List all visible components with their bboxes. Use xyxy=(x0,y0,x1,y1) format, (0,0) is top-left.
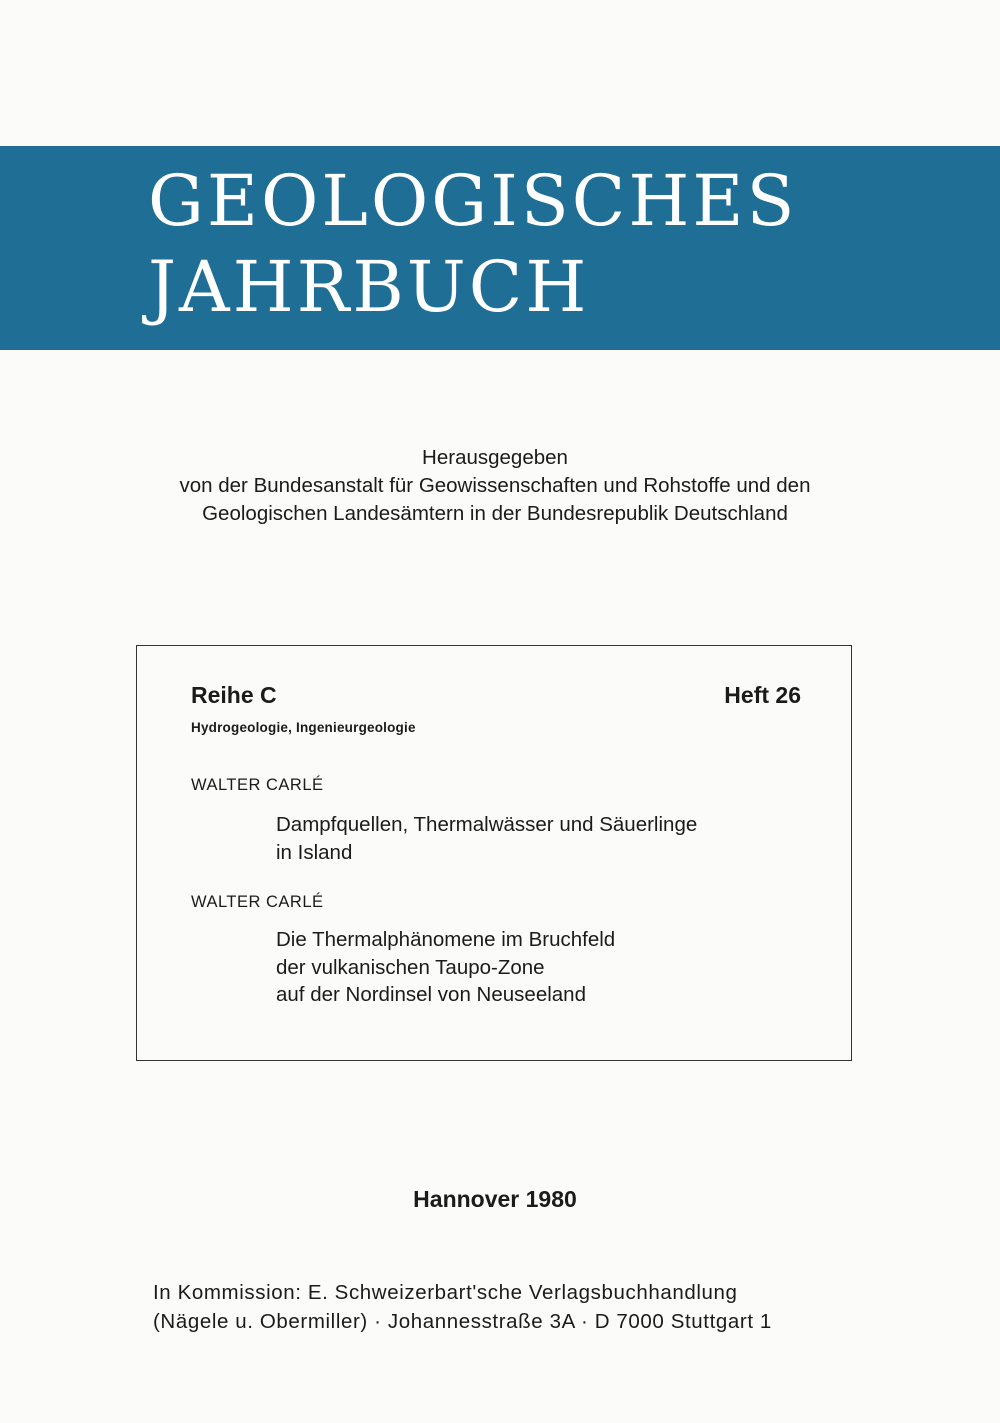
journal-title-line-2: JAHRBUCH xyxy=(148,246,590,328)
article-2-title xyxy=(276,926,615,1009)
article-2-title-line-2: der vulkanischen Taupo-Zone xyxy=(276,955,545,979)
commission-line-2: (Nägele u. Obermiller) · Johannesstraße 3A · D 7000 Stuttgart 1 xyxy=(153,1310,772,1333)
publisher-line-2: von der Bundesanstalt für Geowissenschaften und Rohstoffe und den xyxy=(179,474,811,497)
article-2-author: WALTER CARLÉ xyxy=(191,893,324,911)
commission-line-1: In Kommission: E. Schweizerbart'sche Verlagsbuchhandlung xyxy=(153,1281,738,1304)
place-and-year: Hannover 1980 xyxy=(413,1186,577,1212)
journal-title-line-1: GEOLOGISCHES xyxy=(148,160,798,242)
article-1-title-line-2: in Island xyxy=(276,840,353,864)
article-2-title-line-3: auf der Nordinsel von Neuseeland xyxy=(276,983,586,1006)
series-contents-box xyxy=(136,645,852,1061)
journal-title xyxy=(148,158,797,330)
series-name: Reihe C xyxy=(191,682,277,708)
article-2-title-line-1: Die Thermalphänomene im Bruchfeld xyxy=(276,928,616,951)
issue-number: Heft 26 xyxy=(724,682,801,708)
publisher-line-1: Herausgegeben xyxy=(422,446,568,469)
article-1-title xyxy=(276,811,697,866)
commission-imprint xyxy=(153,1278,772,1336)
series-subject: Hydrogeologie, Ingenieurgeologie xyxy=(191,720,416,735)
publisher-statement xyxy=(0,444,990,528)
article-1-title-line-1: Dampfquellen, Thermalwässer und Säuerlinge xyxy=(276,813,698,836)
publisher-line-3: Geologischen Landesämtern in der Bundesrepublik Deutschland xyxy=(202,502,788,525)
article-1-author: WALTER CARLÉ xyxy=(191,776,324,794)
